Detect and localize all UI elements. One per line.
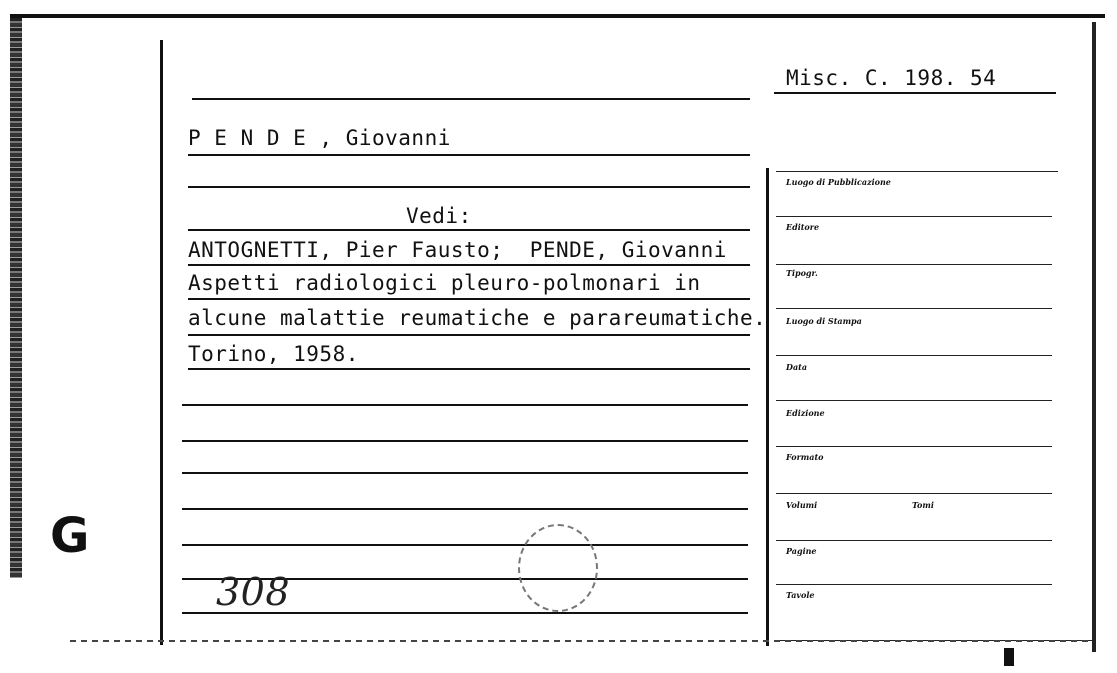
- form-label-place: Luogo di Pubblicazione: [786, 177, 891, 187]
- rule-line: [188, 334, 750, 336]
- form-label-date: Data: [786, 362, 807, 372]
- form-line: [776, 355, 1052, 356]
- rule-line: [192, 98, 750, 100]
- rule-line: [188, 186, 750, 188]
- rule-line: [188, 264, 750, 266]
- form-label-format: Formato: [786, 452, 824, 462]
- handwritten-number: 308: [216, 570, 291, 614]
- bottom-edge: [70, 640, 1090, 642]
- entry-line-3: alcune malattie reumatiche e parareumatiche.: [188, 306, 767, 330]
- form-left-border: [766, 168, 769, 646]
- rule-line: [182, 404, 748, 406]
- rule-line: [182, 508, 748, 510]
- form-line: [776, 400, 1052, 401]
- shelfmark-rule: [774, 92, 1056, 94]
- shelfmark: Misc. C. 198. 54: [786, 66, 997, 90]
- form-line: [776, 446, 1052, 447]
- form-label-edition: Edizione: [786, 408, 825, 418]
- form-line: [776, 308, 1052, 309]
- form-line: [776, 584, 1052, 585]
- form-line: [776, 171, 1058, 172]
- form-line: [776, 216, 1052, 217]
- form-line: [776, 493, 1052, 494]
- form-label-volumes: Volumi: [786, 500, 818, 510]
- punch-hole: [518, 524, 598, 612]
- entry-line-2: Aspetti radiologici pleuro-polmonari in: [188, 271, 701, 295]
- form-label-publisher: Editore: [786, 222, 820, 232]
- card-right-border: [1092, 22, 1096, 652]
- rule-line: [182, 544, 748, 546]
- form-line: [776, 264, 1052, 265]
- rule-line: [188, 229, 750, 231]
- form-label-pages: Pagine: [786, 546, 817, 556]
- form-label-plates: Tavole: [786, 590, 815, 600]
- form-label-tomes: Tomi: [912, 500, 934, 510]
- author-heading: P E N D E , Giovanni: [188, 126, 451, 150]
- form-line: [776, 540, 1052, 541]
- rule-line: [188, 298, 750, 300]
- see-label: Vedi:: [406, 204, 472, 228]
- entry-line-4: Torino, 1958.: [188, 342, 359, 366]
- form-label-printer: Tipogr.: [786, 268, 818, 278]
- rule-line: [188, 154, 750, 156]
- card-top-border: [10, 14, 1105, 18]
- index-letter: G: [50, 508, 90, 564]
- corner-mark: [1004, 648, 1014, 666]
- card-left-edge: [10, 18, 22, 578]
- entry-line-1: ANTOGNETTI, Pier Fausto; PENDE, Giovanni: [188, 238, 727, 262]
- margin-line: [160, 40, 163, 645]
- rule-line: [182, 440, 748, 442]
- rule-line: [182, 472, 748, 474]
- rule-line: [188, 368, 750, 370]
- form-label-print-place: Luogo di Stampa: [786, 316, 862, 326]
